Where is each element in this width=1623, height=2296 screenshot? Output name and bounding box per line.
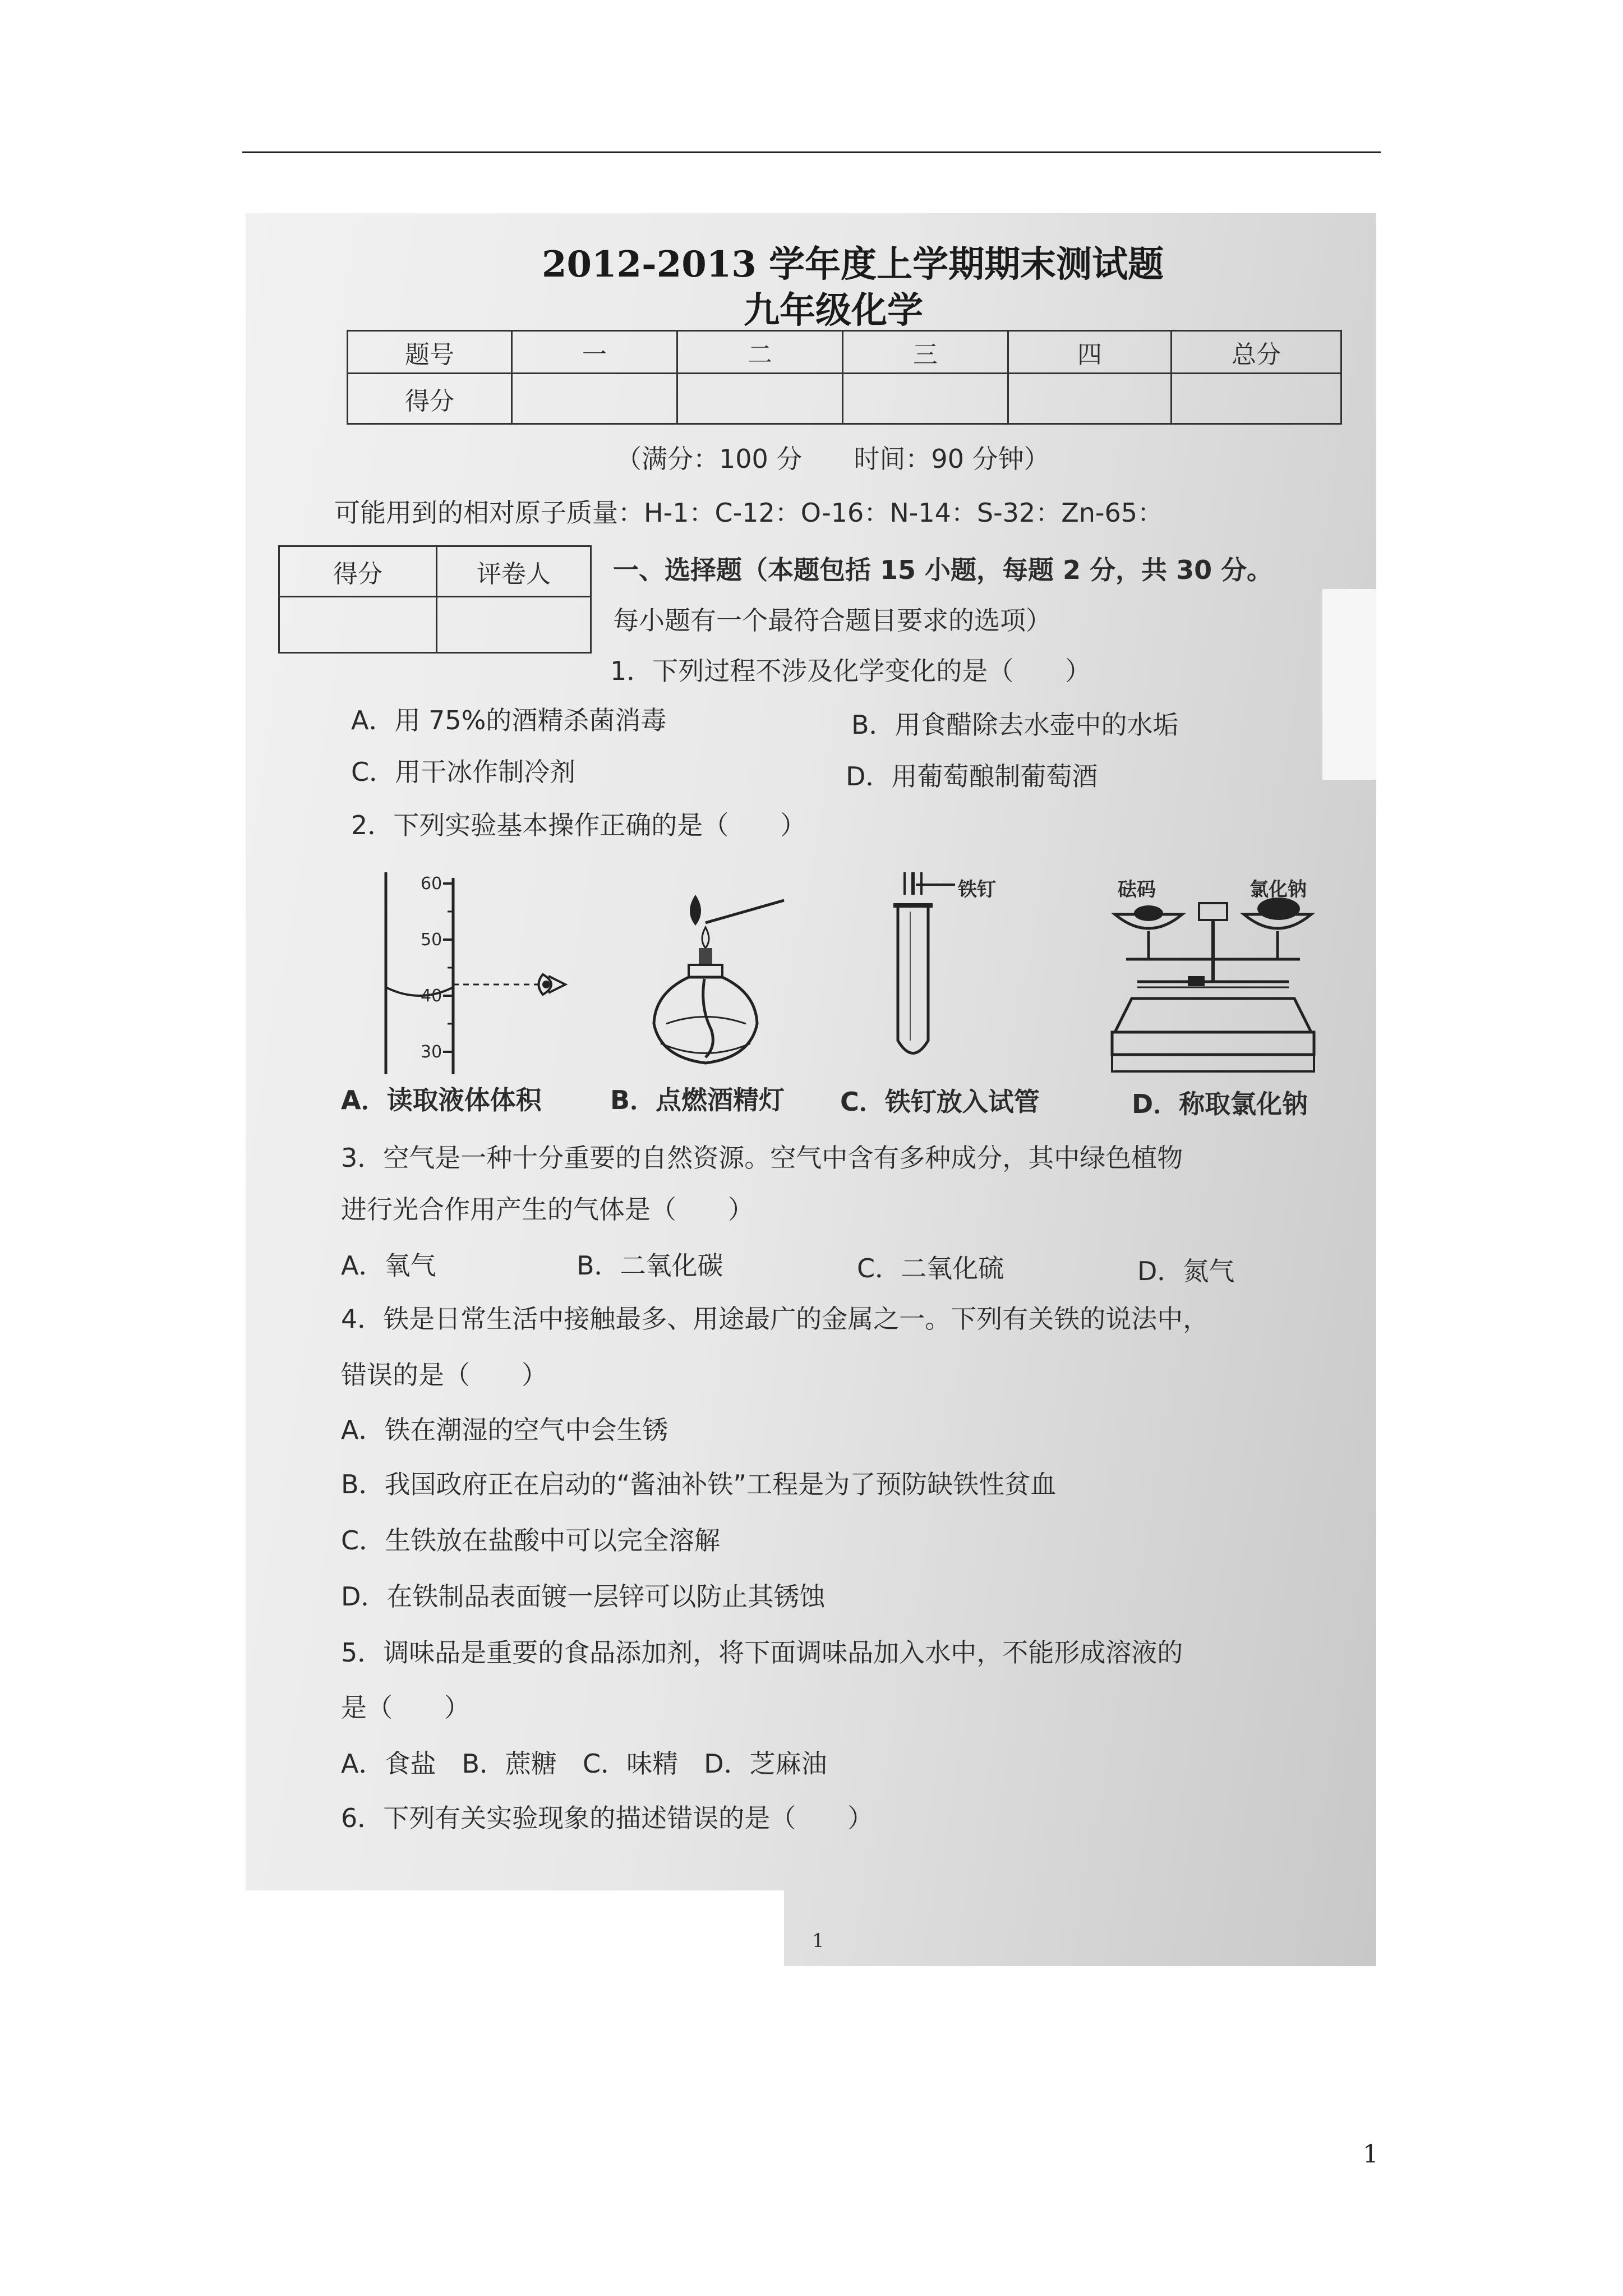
balance-figure: [1104, 892, 1328, 1077]
scan-bottom-patch: [246, 1890, 784, 1966]
graduated-cylinder-figure: [375, 872, 588, 1080]
q1-stem: 1．下列过程不涉及化学变化的是（ ）: [610, 656, 1091, 686]
score-table-col-2: 二: [677, 331, 843, 374]
q3-option-b: B．二氧化碳: [577, 1250, 723, 1281]
page-number: 1: [1363, 2140, 1378, 2169]
q2-option-d: D．称取氯化钠: [1132, 1089, 1308, 1119]
atomic-masses: 可能用到的相对原子质量：H-1：C-12：O-16：N-14：S-32：Zn-65：: [334, 498, 1163, 528]
q1-option-b: B．用食醋除去水壶中的水垢: [851, 710, 1179, 740]
score-table-col-3: 三: [843, 331, 1008, 374]
salt-label: 氯化钠: [1249, 878, 1307, 901]
scan-page-number: 1: [812, 1930, 824, 1952]
score-table-col-1: 一: [512, 331, 677, 374]
q1-option-d: D．用葡萄酿制葡萄酒: [846, 761, 1098, 792]
q2-option-c: C．铁钉放入试管: [840, 1087, 1040, 1117]
cylinder-tick-50: 50: [421, 930, 442, 950]
q3-option-d: D．氮气: [1137, 1256, 1235, 1286]
cylinder-tick-60: 60: [421, 874, 442, 894]
grader-cell: [437, 597, 591, 653]
q4-stem-line2: 错误的是（ ）: [341, 1360, 547, 1390]
score-cell: [1172, 374, 1341, 424]
score-table: [347, 330, 1342, 425]
q3-option-c: C．二氧化硫: [857, 1253, 1004, 1283]
score-cell: [677, 374, 843, 424]
q4-option-b: B．我国政府正在启动的“酱油补铁”工程是为了预防缺铁性贫血: [341, 1469, 1057, 1499]
cylinder-tick-30: 30: [421, 1042, 442, 1062]
q4-option-d: D．在铁制品表面镀一层锌可以防止其锈蚀: [341, 1581, 826, 1612]
q3-stem-line1: 3．空气是一种十分重要的自然资源。空气中含有多种成分，其中绿色植物: [341, 1143, 1183, 1173]
q5-options: A．食盐 B．蔗糖 C．味精 D．芝麻油: [341, 1749, 827, 1779]
score-table-label-score: 得分: [348, 374, 512, 424]
q5-stem-line1: 5．调味品是重要的食品添加剂，将下面调味品加入水中，不能形成溶液的: [341, 1637, 1183, 1668]
grader-cell: [279, 597, 437, 653]
cylinder-tick-40: 40: [421, 986, 442, 1006]
score-cell: [512, 374, 677, 424]
q5-stem-line2: 是（ ）: [341, 1692, 470, 1723]
section1-instruction: 每小题有一个最符合题目要求的选项）: [613, 605, 1052, 636]
grader-table-score: 得分: [279, 546, 437, 597]
exam-subject: 九年级化学: [744, 289, 923, 332]
scanned-exam-page: [246, 213, 1376, 1966]
header-rule: [242, 151, 1381, 153]
q1-option-c: C．用干冰作制冷剂: [351, 757, 576, 787]
exam-title: 2012-2013 学年度上学期期末测试题: [542, 243, 1164, 286]
q3-option-a: A．氧气: [341, 1250, 436, 1281]
q2-stem: 2．下列实验基本操作正确的是（ ）: [351, 810, 806, 840]
grader-table: [278, 545, 592, 654]
q3-stem-line2: 进行光合作用产生的气体是（ ）: [341, 1194, 754, 1225]
q1-option-a: A．用 75%的酒精杀菌消毒: [351, 705, 667, 735]
q6-stem: 6．下列有关实验现象的描述错误的是（ ）: [341, 1803, 874, 1833]
scan-edge-patch: [1322, 589, 1376, 780]
nail-label: 铁钉: [958, 878, 996, 901]
section1-heading: 一、选择题（本题包括 15 小题，每题 2 分，共 30 分。: [613, 555, 1273, 585]
q2-option-b: B．点燃酒精灯: [610, 1085, 785, 1115]
weights-label: 砝码: [1118, 878, 1156, 901]
q4-stem-line1: 4．铁是日常生活中接触最多、用途最广的金属之一。下列有关铁的说法中，: [341, 1304, 1209, 1334]
score-table-label-number: 题号: [348, 331, 512, 374]
score-table-col-total: 总分: [1172, 331, 1341, 374]
exam-info: （满分：100 分 时间：90 分钟）: [616, 444, 1050, 474]
alcohol-lamp-figure: [649, 895, 829, 1074]
score-cell: [1008, 374, 1172, 424]
q4-option-a: A．铁在潮湿的空气中会生锈: [341, 1415, 668, 1445]
test-tube-figure: [888, 872, 1034, 1074]
score-table-col-4: 四: [1008, 331, 1172, 374]
grader-table-grader: 评卷人: [437, 546, 591, 597]
q2-option-a: A．读取液体体积: [341, 1085, 542, 1115]
score-cell: [843, 374, 1008, 424]
q4-option-c: C．生铁放在盐酸中可以完全溶解: [341, 1525, 721, 1556]
